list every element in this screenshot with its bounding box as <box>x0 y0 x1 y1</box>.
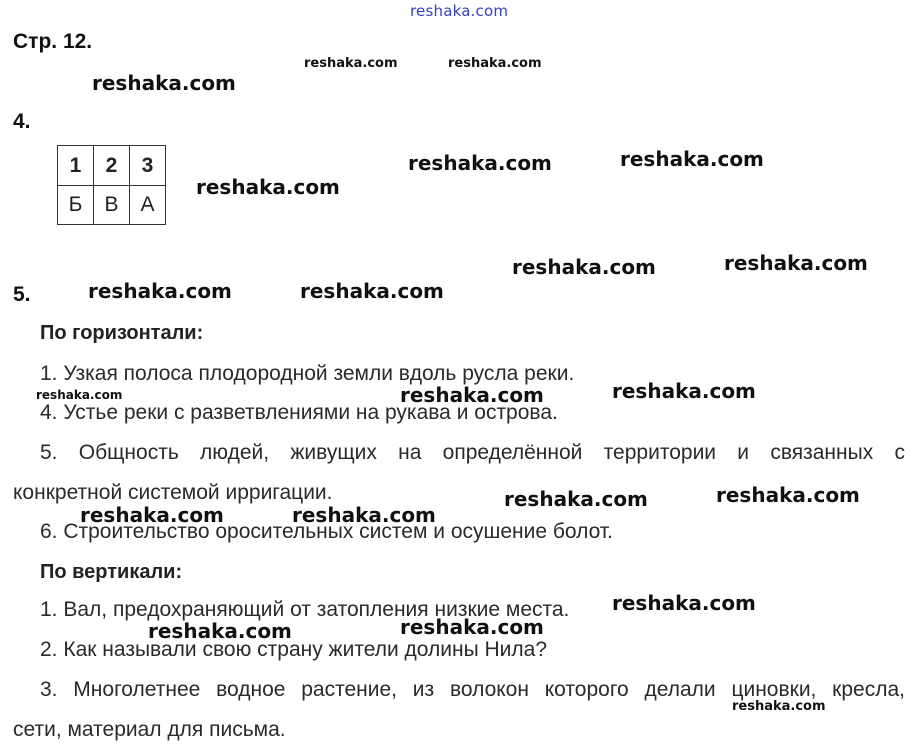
horizontal-item-4: 4. Устье реки с разветвлениями на рукава и острова. <box>40 401 558 424</box>
answer-table-values-row <box>58 186 166 225</box>
vertical-item-3-continued: сети, материал для письма. <box>13 718 286 741</box>
page-label: Стр. 12. <box>13 30 93 53</box>
answer-value-3: А <box>130 186 166 225</box>
answer-header-3: 3 <box>130 146 166 186</box>
answer-header-1: 1 <box>58 146 94 186</box>
task5-number: 5. <box>13 283 31 306</box>
watermark: reshaka.com <box>448 56 542 71</box>
watermark: reshaka.com <box>620 147 764 171</box>
horizontal-item-1: 1. Узкая полоса плодородной земли вдоль русла реки. <box>40 362 575 385</box>
horizontal-item-5-continued: конкретной системой ирригации. <box>13 481 333 504</box>
watermark: reshaka.com <box>36 388 123 402</box>
watermark: reshaka.com <box>724 251 868 275</box>
watermark: reshaka.com <box>196 175 340 199</box>
watermark: reshaka.com <box>148 619 292 643</box>
watermark-top: reshaka.com <box>410 2 509 20</box>
horizontal-item-6: 6. Строительство оросительных систем и осушение болот. <box>40 520 613 543</box>
answer-value-2: В <box>94 186 130 225</box>
vertical-heading: По вертикали: <box>40 561 183 583</box>
answer-value-1: Б <box>58 186 94 225</box>
watermark: reshaka.com <box>400 383 544 407</box>
answer-table <box>57 145 166 225</box>
watermark: reshaka.com <box>732 699 826 714</box>
watermark: reshaka.com <box>80 503 224 527</box>
watermark: reshaka.com <box>612 591 756 615</box>
watermark: reshaka.com <box>292 503 436 527</box>
watermark: reshaka.com <box>716 483 860 507</box>
watermark: reshaka.com <box>92 71 236 95</box>
watermark: reshaka.com <box>512 255 656 279</box>
watermark: reshaka.com <box>504 487 648 511</box>
vertical-item-1: 1. Вал, предохраняющий от затопления низкие места. <box>40 598 570 621</box>
watermark: reshaka.com <box>400 615 544 639</box>
watermark: reshaka.com <box>612 379 756 403</box>
horizontal-item-5: 5. Общность людей, живущих на определённой территории и связанных с <box>40 441 905 464</box>
watermark: reshaka.com <box>88 279 232 303</box>
answer-header-2: 2 <box>94 146 130 186</box>
watermark: reshaka.com <box>300 279 444 303</box>
task4-number: 4. <box>13 110 31 133</box>
answer-table-header-row <box>58 146 166 186</box>
vertical-item-2: 2. Как называли свою страну жители долины Нила? <box>40 638 548 661</box>
horizontal-heading: По горизонтали: <box>40 322 204 344</box>
watermark: reshaka.com <box>304 56 398 71</box>
watermark: reshaka.com <box>408 151 552 175</box>
vertical-item-3: 3. Многолетнее водное растение, из волокон которого делали циновки, кресла, <box>40 678 905 701</box>
